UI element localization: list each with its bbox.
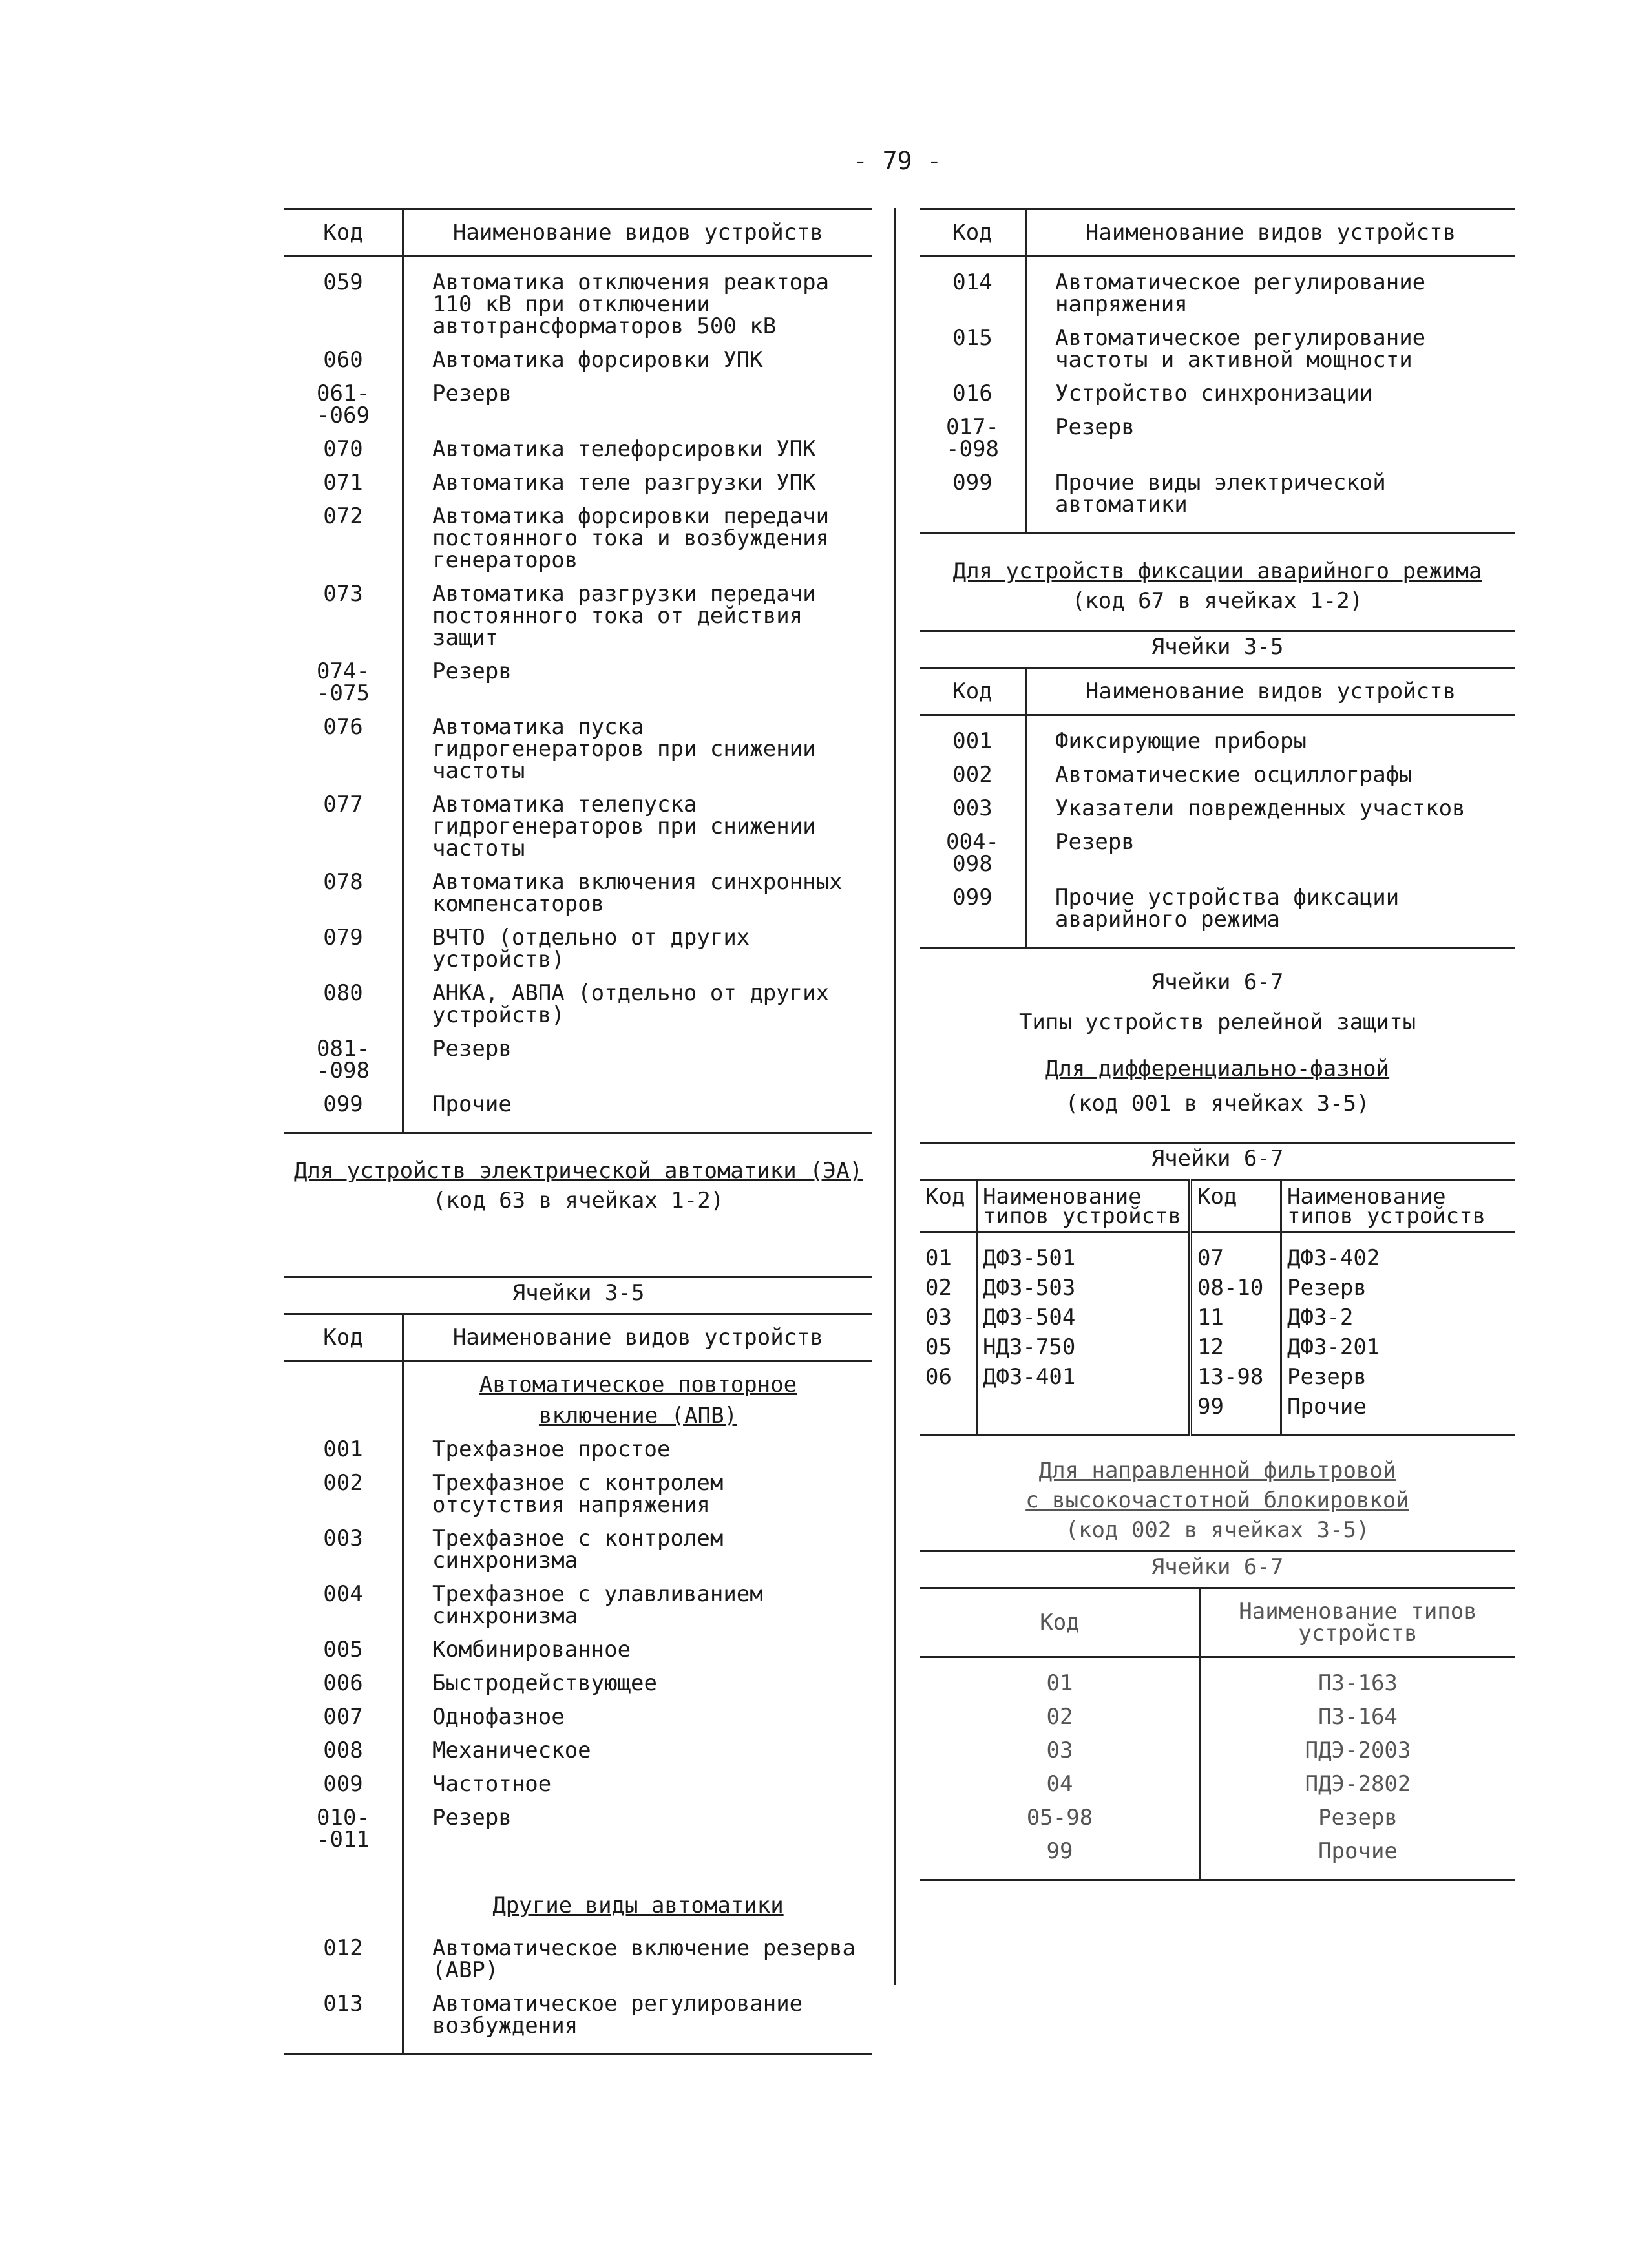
row-code: 070 — [284, 432, 403, 465]
row-name: Прочие — [1287, 1394, 1367, 1420]
row-name: ДФЗ-504 — [977, 1303, 1191, 1332]
table-row — [920, 1273, 1515, 1303]
row-name: Резерв — [1055, 414, 1135, 440]
table-row — [920, 1767, 1515, 1800]
row-code: 017- -098 — [920, 410, 1026, 465]
relay-types-heading: Типы устройств релейной защиты — [1018, 1009, 1416, 1035]
row-code: 02 — [920, 1273, 977, 1303]
row-name: Резерв — [432, 381, 512, 406]
row-code: 009 — [284, 1767, 403, 1800]
table-row — [284, 1767, 872, 1800]
row-code: 072 — [284, 499, 403, 576]
row-name: ПДЭ-2802 — [1305, 1771, 1411, 1797]
row-code: 010- -011 — [284, 1800, 403, 1856]
row-code — [920, 1392, 977, 1436]
table-row — [284, 257, 872, 343]
code-column-header: Код — [284, 209, 403, 257]
code-column-header: Код — [920, 668, 1026, 715]
row-name: Автоматика телефорсировки УПК — [432, 436, 816, 462]
caption-title: Для направленной фильтровой — [1038, 1458, 1396, 1484]
caption-title: Для дифференциально-фазной — [1045, 1056, 1390, 1082]
row-code: 002 — [284, 1465, 403, 1521]
row-code: 03 — [920, 1303, 977, 1332]
row-name: Комбинированное — [432, 1637, 631, 1663]
row-name: Резерв — [1318, 1805, 1398, 1831]
row-name: Автоматические осциллографы — [1055, 762, 1413, 788]
page-number: - 79 - — [853, 147, 942, 175]
row-name: Трехфазное с контролем синхронизма — [432, 1526, 724, 1573]
row-name: Автоматическое регулирование частоты и активной мощности — [1055, 325, 1426, 373]
row-code: 073 — [284, 576, 403, 654]
row-name: Прочие устройства фиксации аварийного режима — [1055, 885, 1400, 932]
table-row — [284, 787, 872, 865]
table-row — [284, 1931, 872, 1986]
cells-heading: Ячейки 6-7 — [1151, 1554, 1284, 1580]
row-name: Трехфазное простое — [432, 1436, 671, 1462]
table-row — [920, 1699, 1515, 1733]
row-name: Автоматика пуска гидрогенераторов при снижении частоты — [432, 714, 816, 784]
row-name: Автоматическое включение резерва (АВР) — [432, 1935, 856, 1983]
row-code: 11 — [1190, 1303, 1281, 1332]
name-column-header: Наименование типов устройств — [1281, 1180, 1515, 1232]
row-code: 006 — [284, 1666, 403, 1699]
row-name: Автоматическое регулирование возбуждения — [432, 1991, 803, 2039]
row-name: ПДЭ-2003 — [1305, 1738, 1411, 1763]
automation-types-table — [284, 1313, 872, 2055]
name-column-header: Наименование типов устройств — [977, 1180, 1191, 1232]
row-name: ДФЗ-201 — [1287, 1334, 1380, 1360]
table-row — [920, 880, 1515, 949]
code-column-header: Код — [1190, 1180, 1281, 1232]
table-row — [920, 465, 1515, 534]
table-row — [284, 920, 872, 976]
table-row — [920, 1332, 1515, 1362]
caption-title: Для устройств электрической автоматики (ЭА) — [293, 1158, 863, 1184]
row-code: 004 — [284, 1577, 403, 1632]
row-name: Прочие — [1318, 1838, 1398, 1864]
code-column-header: Код — [920, 1588, 1201, 1657]
row-name: Автоматика включения синхронных компенсаторов — [432, 869, 843, 917]
table-row — [284, 1521, 872, 1577]
row-code: 06 — [920, 1362, 977, 1392]
table-row — [284, 709, 872, 787]
row-name — [977, 1392, 1191, 1436]
row-code: 001 — [920, 715, 1026, 758]
table-row — [920, 1800, 1515, 1834]
table-row — [284, 1432, 872, 1465]
automation-table-end — [920, 208, 1515, 534]
row-name: Резерв — [1287, 1364, 1367, 1390]
caption-code-note: (код 63 в ячейках 1-2) — [432, 1188, 724, 1213]
row-code: 080 — [284, 976, 403, 1031]
table-row — [920, 1657, 1515, 1700]
row-code: 012 — [284, 1931, 403, 1986]
row-name: Резерв — [432, 1805, 512, 1831]
row-code: 071 — [284, 465, 403, 499]
row-code: 005 — [284, 1632, 403, 1666]
row-name: Однофазное — [432, 1704, 565, 1730]
apv-subheading: Автоматическое повторное — [479, 1372, 797, 1398]
code-column-header: Код — [920, 209, 1026, 257]
caption-title-2: с высокочастотной блокировкой — [1025, 1487, 1409, 1513]
cells-heading: Ячейки 6-7 — [1151, 1146, 1284, 1171]
right-column — [920, 208, 1515, 1881]
table-row — [284, 342, 872, 376]
table-row — [284, 976, 872, 1031]
table-row — [284, 1465, 872, 1521]
caption-code-note: (код 001 в ячейках 3-5) — [1065, 1091, 1370, 1117]
row-name: Резерв — [432, 658, 512, 684]
table-row — [920, 320, 1515, 376]
row-name: Частотное — [432, 1771, 552, 1797]
row-name: ДФЗ-402 — [1287, 1245, 1380, 1271]
row-name: Резерв — [1287, 1275, 1367, 1301]
row-code: 05-98 — [920, 1800, 1201, 1834]
row-name: Автоматическое регулирование напряжения — [1055, 269, 1426, 317]
cells-heading: Ячейки 6-7 — [1151, 969, 1284, 995]
row-name: НДЗ-750 — [977, 1332, 1191, 1362]
row-name: Устройство синхронизации — [1055, 381, 1373, 406]
row-name: ПЗ-164 — [1318, 1704, 1398, 1730]
row-name: ДФЗ-501 — [977, 1232, 1191, 1274]
table-row — [284, 1031, 872, 1087]
other-automation-subheading: Другие виды автоматики — [492, 1893, 784, 1918]
table-row — [920, 715, 1515, 758]
name-column-header: Наименование видов устройств — [1026, 209, 1515, 257]
automation-table-continued — [284, 208, 872, 1134]
table-row — [284, 376, 872, 432]
table-row — [284, 654, 872, 709]
table-row — [920, 376, 1515, 410]
diff-phase-types-table — [920, 1179, 1515, 1436]
table-row — [920, 410, 1515, 465]
row-name: ДФЗ-401 — [977, 1362, 1191, 1392]
table-row — [284, 1699, 872, 1733]
table-row — [284, 1986, 872, 2055]
caption-title: Для устройств фиксации аварийного режима — [952, 558, 1482, 584]
row-code: 02 — [920, 1699, 1201, 1733]
row-code: 078 — [284, 865, 403, 920]
row-code: 099 — [920, 880, 1026, 949]
caption-code-note: (код 67 в ячейках 1-2) — [1071, 588, 1363, 614]
row-name: Механическое — [432, 1738, 591, 1763]
row-code: 079 — [284, 920, 403, 976]
row-code: 016 — [920, 376, 1026, 410]
table-row — [284, 1632, 872, 1666]
row-name: Автоматика теле разгрузки УПК — [432, 470, 816, 496]
row-code: 99 — [920, 1834, 1201, 1880]
row-code: 008 — [284, 1733, 403, 1767]
directional-filter-types-table — [920, 1587, 1515, 1881]
automation-caption — [284, 1134, 872, 1237]
row-name: Быстродействующее — [432, 1670, 657, 1696]
table-row — [284, 465, 872, 499]
table-row — [284, 499, 872, 576]
row-code: 099 — [920, 465, 1026, 534]
row-code: 03 — [920, 1733, 1201, 1767]
row-name: Автоматика отключения реактора 110 кВ при отключении автотрансформаторов 500 кВ — [432, 269, 830, 339]
row-code: 01 — [920, 1657, 1201, 1700]
table-row — [920, 824, 1515, 880]
row-code: 08-10 — [1190, 1273, 1281, 1303]
apv-subheading-2: включение (АПВ) — [538, 1403, 738, 1429]
row-code: 001 — [284, 1432, 403, 1465]
row-name: Автоматика телепуска гидрогенераторов при снижении частоты — [432, 792, 816, 861]
row-code: 004- 098 — [920, 824, 1026, 880]
left-column — [284, 208, 872, 2055]
row-code: 05 — [920, 1332, 977, 1362]
row-name: Резерв — [1055, 829, 1135, 855]
row-code: 007 — [284, 1699, 403, 1733]
row-name: АНКА, АВПА (отдельно от других устройств) — [432, 980, 830, 1028]
row-code: 07 — [1190, 1232, 1281, 1274]
row-code: 099 — [284, 1087, 403, 1133]
table-row — [284, 1800, 872, 1856]
row-code: 059 — [284, 257, 403, 343]
row-name: Автоматика разгрузки передачи постоянного тока от действия защит — [432, 581, 816, 651]
row-code: 013 — [284, 1986, 403, 2055]
row-name: Прочие — [432, 1091, 512, 1117]
row-name: ДФЗ-2 — [1287, 1305, 1354, 1330]
table-row — [284, 1666, 872, 1699]
table-row — [284, 1577, 872, 1632]
table-row — [920, 1733, 1515, 1767]
table-row — [284, 432, 872, 465]
row-code: 003 — [284, 1521, 403, 1577]
table-row — [920, 757, 1515, 791]
code-column-header: Код — [920, 1180, 977, 1232]
table-row — [920, 1232, 1515, 1274]
row-code: 060 — [284, 342, 403, 376]
name-column-header: Наименование видов устройств — [403, 1314, 873, 1361]
row-code: 13-98 — [1190, 1362, 1281, 1392]
cells-heading: Ячейки 3-5 — [512, 1280, 645, 1306]
row-name: Фиксирующие приборы — [1055, 728, 1307, 754]
row-code: 01 — [920, 1232, 977, 1274]
name-column-header: Наименование типов устройств — [1201, 1588, 1515, 1657]
table-row — [920, 257, 1515, 321]
row-code: 077 — [284, 787, 403, 865]
row-code: 99 — [1190, 1392, 1281, 1436]
row-name: ПЗ-163 — [1318, 1670, 1398, 1696]
fault-recording-table — [920, 667, 1515, 949]
caption-code-note: (код 002 в ячейках 3-5) — [1065, 1517, 1370, 1543]
name-column-header: Наименование видов устройств — [403, 209, 873, 257]
column-divider — [894, 208, 896, 1985]
row-code: 081- -098 — [284, 1031, 403, 1087]
table-row — [920, 1392, 1515, 1436]
row-code: 061- -069 — [284, 376, 403, 432]
row-code: 074- -075 — [284, 654, 403, 709]
cells-heading: Ячейки 3-5 — [1151, 634, 1284, 660]
row-code: 003 — [920, 791, 1026, 824]
code-column-header: Код — [284, 1314, 403, 1361]
row-code: 002 — [920, 757, 1026, 791]
row-name: Прочие виды электрической автоматики — [1055, 470, 1386, 518]
table-row — [284, 1087, 872, 1133]
row-code: 014 — [920, 257, 1026, 321]
table-row — [284, 576, 872, 654]
row-name: Автоматика форсировки УПК — [432, 347, 763, 373]
table-row — [284, 1733, 872, 1767]
row-code: 04 — [920, 1767, 1201, 1800]
row-name: Указатели поврежденных участков — [1055, 795, 1465, 821]
table-row — [920, 1834, 1515, 1880]
name-column-header: Наименование видов устройств — [1026, 668, 1515, 715]
row-name: Резерв — [432, 1036, 512, 1062]
row-name: Трехфазное с улавливанием синхронизма — [432, 1581, 763, 1629]
table-row — [920, 791, 1515, 824]
row-code: 015 — [920, 320, 1026, 376]
table-row — [284, 865, 872, 920]
row-code: 12 — [1190, 1332, 1281, 1362]
row-name: Автоматика форсировки передачи постоянного тока и возбуждения генераторов — [432, 503, 830, 573]
row-code: 076 — [284, 709, 403, 787]
table-row — [920, 1303, 1515, 1332]
row-name: ДФЗ-503 — [977, 1273, 1191, 1303]
table-row — [920, 1362, 1515, 1392]
row-name: ВЧТО (отдельно от других устройств) — [432, 925, 750, 972]
fault-recording-caption — [920, 534, 1515, 630]
row-name: Трехфазное с контролем отсутствия напряжения — [432, 1470, 724, 1518]
